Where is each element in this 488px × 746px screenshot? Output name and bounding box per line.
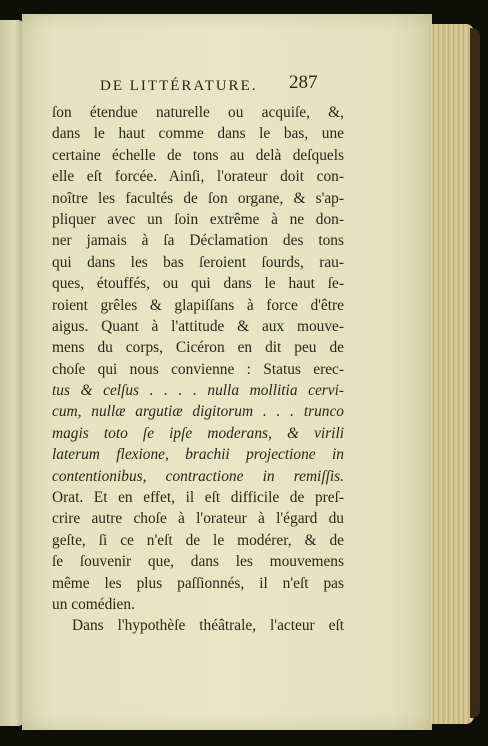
text-line: pliquer avec un ſoin extrême à ne don-: [52, 210, 344, 228]
text-line-latin: laterum flexione, brachii projectione in: [52, 446, 344, 464]
text-line: geſte, ſi ce n'eſt de le modérer, & de: [52, 531, 344, 549]
running-head: DE LITTÉRATURE.: [100, 78, 258, 94]
text-line: dans le haut comme dans le bas, une: [52, 125, 344, 143]
text-line: même les plus paſſionnés, il n'eſt pas: [52, 574, 344, 592]
text-line: aigus. Quant à l'attitude & aux mouve-: [52, 317, 344, 335]
text-line: un comédien.: [52, 595, 135, 613]
text-line: elle eſt forcée. Ainſi, l'orateur doit con-: [52, 168, 344, 186]
page-edges: [430, 24, 474, 724]
text-line: qui dans les bas ſeroient ſourds, rau-: [52, 253, 344, 271]
page-number: 287: [289, 72, 318, 93]
text-line: ner jamais à ſa Déclamation des tons: [52, 232, 344, 250]
text-line: ſe ſouvenir que, dans les mouvemens: [52, 553, 344, 571]
text-line: noître les facultés de ſon organe, & s'ap-: [52, 189, 344, 207]
text-line-latin: tus & celſus . . . . nulla mollitia cervi-: [52, 382, 344, 400]
text-line: roient grêles & glapiſſans à force d'être: [52, 296, 344, 314]
text-line: crire autre choſe à l'orateur à l'égard du: [52, 510, 344, 528]
text-line: mens du corps, Cicéron en dit peu de: [52, 339, 344, 357]
text-line: choſe qui nous convienne : Status erec-: [52, 360, 344, 378]
text-line: Orat. Et en effet, il eſt difficile de preſ-: [52, 489, 344, 507]
text-line: ques, étouffés, ou qui dans le haut ſe-: [52, 275, 344, 293]
text-line: ſon étendue naturelle ou acquiſe, &,: [52, 104, 344, 121]
text-line-latin: cum, nullæ argutiæ digitorum . . . trunco: [52, 403, 344, 421]
text-line-latin: magis toto ſe ipſe moderans, & virili: [52, 424, 344, 442]
text-line: certaine échelle de tons au delà deſquels: [52, 146, 344, 164]
text-line-latin: contentionibus, contractione in remiſſis.: [52, 467, 344, 485]
facing-page-edge: [0, 20, 24, 726]
text-line: Dans l'hypothèſe théâtrale, l'acteur eſt: [72, 617, 344, 635]
body-text: [52, 102, 344, 637]
